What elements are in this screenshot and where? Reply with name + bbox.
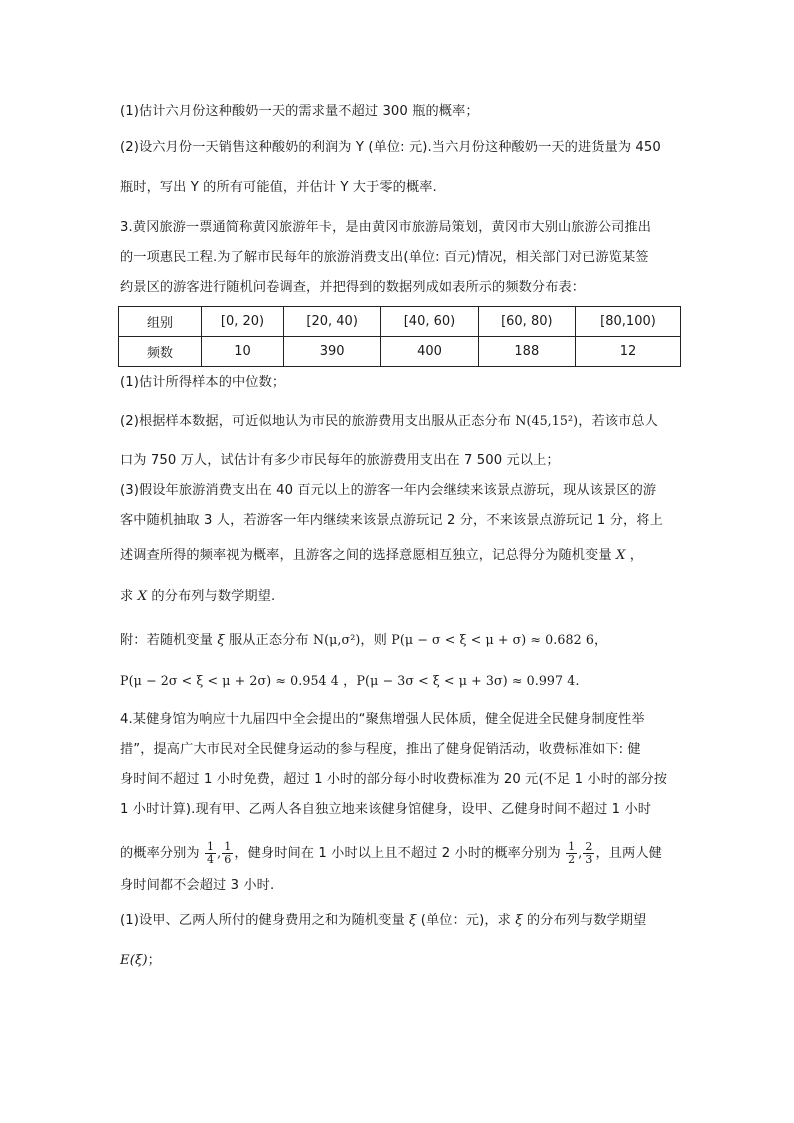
question-3-part-3-line-1 — [120, 481, 680, 501]
text: 服从正态分布 — [224, 633, 313, 648]
fraction — [222, 841, 233, 866]
formula: P(μ − 2σ < ξ < μ + 2σ) ≈ 0.954 4 — [120, 673, 339, 688]
denominator: 3 — [585, 852, 593, 866]
fraction — [205, 841, 216, 866]
formula: N(μ,σ²) — [313, 632, 361, 647]
text: 的分布列与数学期望 — [522, 913, 647, 928]
formula: N(45,15²) — [515, 413, 579, 428]
formula: ξ — [409, 913, 417, 928]
question-4-line-2 — [120, 740, 680, 760]
text: 的分布列与数学期望. — [147, 589, 276, 604]
frequency-table — [118, 306, 681, 367]
fraction — [566, 841, 577, 866]
question-2-part-2-line-1 — [120, 138, 680, 158]
text: 瓶时，写出 Y 的所有可能值，并估计 Y 大于零的概率. — [120, 180, 437, 195]
question-3-line-3 — [120, 278, 680, 298]
question-2-part-2-line-2 — [120, 178, 680, 198]
numerator: 1 — [568, 839, 576, 853]
text: ，则 — [360, 633, 392, 648]
text: 约景区的游客进行随机问卷调查，并把得到的数据列成如表所示的频数分布表： — [120, 280, 586, 295]
text: ，且两人健 — [595, 846, 662, 861]
text: (3)假设年旅游消费支出在 40 百元以上的游客一年内会继续来该景点游玩，现从该景区的游 — [120, 483, 657, 498]
table-header-row — [119, 307, 681, 337]
formula: E(ξ) — [120, 953, 148, 968]
formula: ξ — [217, 633, 225, 648]
text: 述调查所得的频率视为概率，且游客之间的选择意愿相互独立，记总得分为随机变量 — [120, 548, 616, 563]
text: 口为 750 万人，试估计有多少市民每年的旅游费用支出在 7 500 元以上； — [120, 453, 560, 468]
text: ，若该市总人 — [578, 414, 658, 429]
question-4-line-5 — [120, 836, 680, 871]
table-cell: [80,100) — [575, 307, 680, 337]
text: ， — [625, 548, 644, 563]
text: 3.黄冈旅游一票通简称黄冈旅游年卡，是由黄冈市旅游局策划，黄冈市大别山旅游公司推出 — [120, 220, 651, 235]
text: (1)估计所得样本的中位数； — [120, 375, 286, 390]
question-3-part-2-line-2 — [120, 451, 680, 471]
formula: P(μ − σ < ξ < μ + σ) ≈ 0.682 6 — [391, 632, 594, 647]
appendix-line-2 — [120, 671, 680, 692]
formula: X — [615, 548, 626, 563]
text: 身时间都不会超过 3 小时. — [120, 878, 275, 893]
question-4-line-3 — [120, 770, 680, 790]
table-cell: 188 — [478, 337, 575, 367]
text: (2)设六月份一天销售这种酸奶的利润为 Y (单位: 元).当六月份这种酸奶一天的进货量为 450 — [120, 140, 661, 155]
appendix-line-1 — [120, 630, 680, 651]
question-4-part-1-line-2 — [120, 951, 680, 971]
question-3-line-1 — [120, 218, 680, 238]
formula: X — [137, 589, 148, 604]
text: 1 小时计算).现有甲、乙两人各自独立地来该健身馆健身，设甲、乙健身时间不超过 1 小时 — [120, 802, 652, 817]
table-cell: [60, 80) — [478, 307, 575, 337]
table-cell: 频数 — [119, 337, 202, 367]
table-cell: 组别 — [119, 307, 202, 337]
question-4-line-1 — [120, 710, 680, 730]
text: ，健身时间在 1 小时以上且不超过 2 小时的概率分别为 — [234, 846, 566, 861]
question-3-part-3-line-3 — [120, 546, 680, 566]
text: 4.某健身馆为响应十九届四中全会提出的“聚焦增强人民体质，健全促进全民健身制度性举 — [120, 712, 645, 727]
separator: , — [578, 845, 583, 860]
text: ， — [338, 674, 357, 689]
question-4-line-4 — [120, 800, 680, 820]
text: (1)设甲、乙两人所付的健身费用之和为随机变量 — [120, 913, 410, 928]
table-cell: [20, 40) — [284, 307, 381, 337]
numerator: 2 — [585, 839, 593, 853]
question-2-part-1 — [120, 102, 680, 122]
text: . — [575, 674, 580, 689]
numerator: 1 — [207, 839, 215, 853]
text: ， — [593, 633, 608, 648]
question-3-line-2 — [120, 248, 680, 268]
table-cell: 390 — [284, 337, 381, 367]
question-3-part-3-line-2 — [120, 511, 680, 531]
denominator: 2 — [568, 852, 576, 866]
numerator: 1 — [224, 839, 232, 853]
denominator: 6 — [224, 852, 232, 866]
text: (1)估计六月份这种酸奶一天的需求量不超过 300 瓶的概率； — [120, 104, 479, 119]
table-cell: [0, 20) — [202, 307, 284, 337]
text: (单位：元)，求 — [416, 913, 516, 928]
question-3-part-2-line-1 — [120, 411, 680, 432]
text: 的概率分别为 — [120, 846, 205, 861]
formula: P(μ − 3σ < ξ < μ + 3σ) ≈ 0.997 4 — [356, 673, 576, 688]
question-4-line-6 — [120, 876, 680, 896]
text: 客中随机抽取 3 人，若游客一年内继续来该景点游玩记 2 分，不来该景点游玩记 1 分，将上 — [120, 513, 663, 528]
separator: , — [217, 845, 222, 860]
question-3-part-1 — [120, 373, 680, 393]
question-3-part-3-line-4 — [120, 587, 680, 607]
text: (2)根据样本数据，可近似地认为市民的旅游费用支出服从正态分布 — [120, 414, 516, 429]
text: ； — [147, 953, 161, 968]
table-cell: 400 — [381, 337, 478, 367]
text: 附：若随机变量 — [120, 633, 218, 648]
table-cell: 12 — [575, 337, 680, 367]
text: 身时间不超过 1 小时免费，超过 1 小时的部分每小时收费标准为 20 元(不足 1 小时的部分按 — [120, 772, 668, 787]
denominator: 4 — [207, 852, 215, 866]
text: 求 — [120, 589, 138, 604]
table-cell: 10 — [202, 337, 284, 367]
fraction — [583, 841, 594, 866]
table-row — [119, 337, 681, 367]
question-4-part-1-line-1 — [120, 911, 680, 931]
text: 措”，提高广大市民对全民健身运动的参与程度，推出了健身促销活动，收费标准如下: 健 — [120, 742, 641, 757]
formula: ξ — [515, 913, 523, 928]
table-cell: [40, 60) — [381, 307, 478, 337]
text: 的一项惠民工程.为了解市民每年的旅游消费支出(单位: 百元)情况，相关部门对已游览某签 — [120, 250, 649, 265]
